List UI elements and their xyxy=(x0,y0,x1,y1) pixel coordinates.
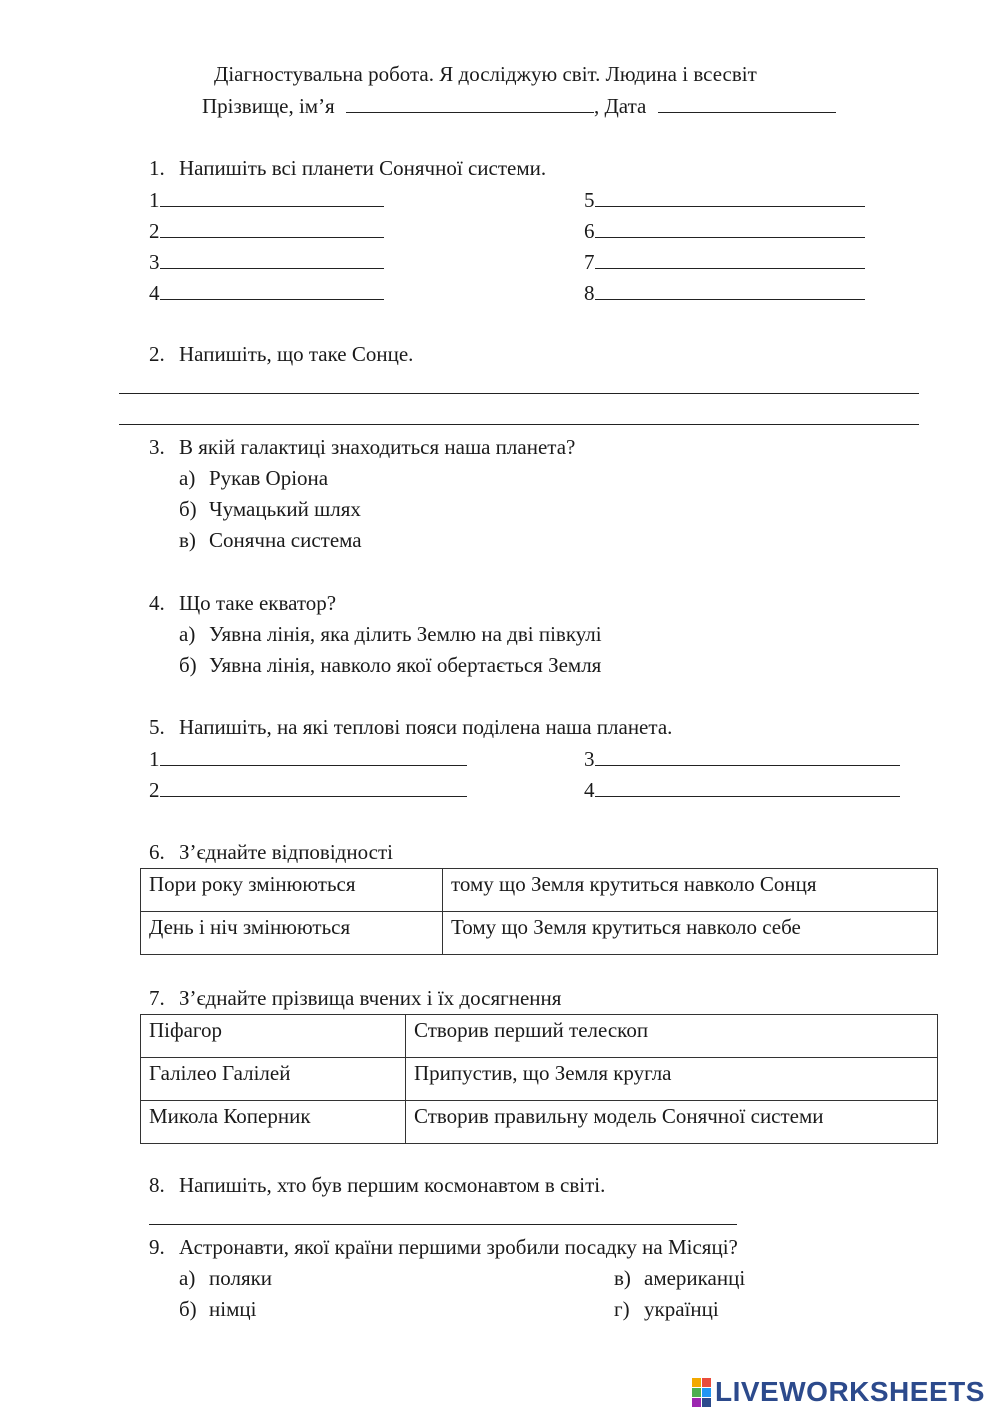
logo-mark-icon xyxy=(692,1378,711,1407)
option-text: Уявна лінія, яка ділить Землю на дві півкулі xyxy=(209,622,602,646)
question-4 xyxy=(149,590,336,616)
zone-slot-3 xyxy=(584,745,900,772)
answer-field[interactable] xyxy=(595,776,900,797)
answer-field[interactable] xyxy=(160,248,384,269)
option-letter: в) xyxy=(614,1266,631,1290)
planet-slot-7 xyxy=(584,248,865,275)
option-letter: б) xyxy=(179,653,197,677)
answer-field[interactable] xyxy=(160,279,384,300)
question-5 xyxy=(149,714,672,740)
table-cell-right[interactable]: Припустив, що Земля кругла xyxy=(406,1058,938,1101)
logo-square xyxy=(702,1378,711,1387)
slot-number: 2 xyxy=(149,219,160,243)
answer-line[interactable] xyxy=(149,1224,737,1225)
date-field[interactable] xyxy=(658,92,836,113)
logo-square xyxy=(692,1388,701,1397)
table-cell-left[interactable]: День і ніч змінюються xyxy=(141,912,443,955)
planet-slot-5 xyxy=(584,186,865,213)
table-row xyxy=(141,869,938,912)
slot-number: 5 xyxy=(584,188,595,212)
question-number: 9. xyxy=(149,1235,165,1259)
answer-field[interactable] xyxy=(160,186,384,207)
question-text: Астронавти, якої країни першими зробили посадку на Місяці? xyxy=(179,1235,738,1259)
table-cell-left[interactable]: Микола Коперник xyxy=(141,1101,406,1144)
table-cell-left[interactable]: Галілео Галілей xyxy=(141,1058,406,1101)
slot-number: 3 xyxy=(584,747,595,771)
name-field[interactable] xyxy=(346,92,594,113)
table-row xyxy=(141,1015,938,1058)
question-text: З’єднайте прізвища вчених і їх досягнення xyxy=(179,986,562,1010)
question-number: 4. xyxy=(149,591,165,615)
logo-text: LIVEWORKSHEETS xyxy=(715,1376,985,1407)
question-text: Напишіть, хто був першим космонавтом в світі. xyxy=(179,1173,606,1197)
answer-field[interactable] xyxy=(595,186,865,207)
logo-square xyxy=(702,1398,711,1407)
slot-number: 1 xyxy=(149,188,160,212)
answer-field[interactable] xyxy=(595,745,900,766)
answer-line[interactable] xyxy=(119,424,919,425)
option-a[interactable] xyxy=(179,621,602,647)
option-text: Сонячна система xyxy=(209,528,362,552)
option-letter: а) xyxy=(179,466,196,490)
option-text: Рукав Оріона xyxy=(209,466,329,490)
question-number: 3. xyxy=(149,435,165,459)
planet-slot-2 xyxy=(149,217,384,244)
table-cell-right[interactable]: Створив перший телескоп xyxy=(406,1015,938,1058)
answer-field[interactable] xyxy=(595,279,865,300)
option-b[interactable] xyxy=(179,1296,256,1322)
date-label: , Дата xyxy=(593,94,647,118)
option-text: Уявна лінія, навколо якої обертається Земля xyxy=(209,653,602,677)
table-row xyxy=(141,1058,938,1101)
liveworksheets-logo[interactable] xyxy=(692,1376,985,1408)
question-text: З’єднайте відповідності xyxy=(179,840,393,864)
option-letter: в) xyxy=(179,528,196,552)
slot-number: 7 xyxy=(584,250,595,274)
question-2 xyxy=(149,341,413,367)
planet-slot-3 xyxy=(149,248,384,275)
logo-square xyxy=(692,1378,701,1387)
answer-field[interactable] xyxy=(595,248,865,269)
question-number: 7. xyxy=(149,986,165,1010)
option-text: українці xyxy=(644,1297,719,1321)
question-6 xyxy=(149,839,393,865)
option-letter: а) xyxy=(179,1266,196,1290)
option-text: німці xyxy=(209,1297,257,1321)
slot-number: 6 xyxy=(584,219,595,243)
question-text: Напишіть, на які теплові пояси поділена наша планета. xyxy=(179,715,673,739)
question-3 xyxy=(149,434,575,460)
answer-field[interactable] xyxy=(160,776,467,797)
question-text: В якій галактиці знаходиться наша планета? xyxy=(179,435,576,459)
option-text: поляки xyxy=(209,1266,273,1290)
option-text: Чумацький шлях xyxy=(209,497,361,521)
slot-number: 4 xyxy=(584,778,595,802)
matching-table-seasons xyxy=(140,868,938,955)
question-text: Що таке екватор? xyxy=(179,591,337,615)
answer-field[interactable] xyxy=(160,745,467,766)
slot-number: 3 xyxy=(149,250,160,274)
question-number: 2. xyxy=(149,342,165,366)
planet-slot-4 xyxy=(149,279,384,306)
answer-field[interactable] xyxy=(160,217,384,238)
option-b[interactable] xyxy=(179,496,361,522)
question-text: Напишіть всі планети Сонячної системи. xyxy=(179,156,547,180)
option-letter: б) xyxy=(179,1297,197,1321)
planet-slot-1 xyxy=(149,186,384,213)
option-c[interactable] xyxy=(179,527,362,553)
answer-line[interactable] xyxy=(119,393,919,394)
page-title: Діагностувальна робота. Я досліджую світ. Людина і всесвіт xyxy=(214,62,757,86)
zone-slot-1 xyxy=(149,745,467,772)
option-letter: а) xyxy=(179,622,196,646)
table-cell-left[interactable]: Пори року змінюються xyxy=(141,869,443,912)
slot-number: 4 xyxy=(149,281,160,305)
slot-number: 2 xyxy=(149,778,160,802)
question-number: 6. xyxy=(149,840,165,864)
option-letter: б) xyxy=(179,497,197,521)
question-number: 8. xyxy=(149,1173,165,1197)
option-a[interactable] xyxy=(179,465,328,491)
name-label: Прізвище, ім’я xyxy=(202,94,335,118)
planet-slot-8 xyxy=(584,279,865,306)
slot-number: 1 xyxy=(149,747,160,771)
table-cell-right[interactable]: Тому що Земля крутиться навколо себе xyxy=(443,912,938,955)
question-9 xyxy=(149,1234,738,1260)
logo-square xyxy=(692,1398,701,1407)
option-letter: г) xyxy=(614,1297,630,1321)
slot-number: 8 xyxy=(584,281,595,305)
question-8 xyxy=(149,1172,605,1198)
option-d[interactable] xyxy=(614,1296,719,1322)
table-row xyxy=(141,912,938,955)
question-number: 5. xyxy=(149,715,165,739)
table-cell-right[interactable]: Створив правильну модель Сонячної системи xyxy=(406,1101,938,1144)
answer-field[interactable] xyxy=(595,217,865,238)
table-row xyxy=(141,1101,938,1144)
table-cell-right[interactable]: тому що Земля крутиться навколо Сонця xyxy=(443,869,938,912)
table-cell-left[interactable]: Піфагор xyxy=(141,1015,406,1058)
name-date-line xyxy=(202,92,836,119)
option-c[interactable] xyxy=(614,1265,745,1291)
logo-square xyxy=(702,1388,711,1397)
zone-slot-2 xyxy=(149,776,467,803)
question-7 xyxy=(149,985,561,1011)
option-text: американці xyxy=(644,1266,746,1290)
planet-slot-6 xyxy=(584,217,865,244)
question-1 xyxy=(149,155,546,181)
zone-slot-4 xyxy=(584,776,900,803)
option-b[interactable] xyxy=(179,652,601,678)
matching-table-scientists xyxy=(140,1014,938,1144)
question-text: Напишіть, що таке Сонце. xyxy=(179,342,414,366)
question-number: 1. xyxy=(149,156,165,180)
option-a[interactable] xyxy=(179,1265,272,1291)
